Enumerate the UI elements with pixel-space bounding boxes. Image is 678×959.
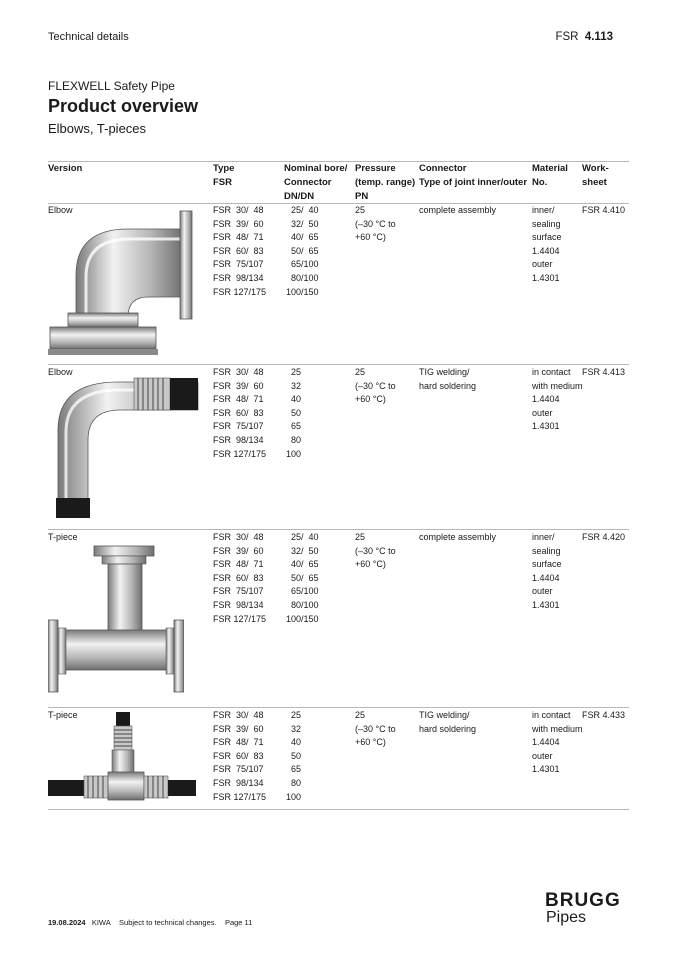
footer-page: Page 11 [224, 918, 253, 927]
row-2-nominal: 25 32 40 50 65 80 100 [286, 367, 302, 459]
row-3-connector: complete assembly [419, 532, 497, 542]
row-1-worksheet: FSR 4.410 [582, 205, 626, 215]
header-section-label: Technical details [48, 31, 129, 43]
row-2-version: Elbow [48, 367, 73, 377]
row-3-pressure: 25 (–30 °C to +60 °C) [355, 532, 396, 570]
product-line: FLEXWELL Safety Pipe [48, 79, 175, 93]
row-2-worksheet: FSR 4.413 [582, 367, 626, 377]
row-4-types: FSR 30/ 48 FSR 39/ 60 FSR 48/ 71 FSR 60/ 83 FSR 75/107 FSR 98/134 FSR 127/175 [213, 710, 267, 802]
t-piece-flanged-image [48, 544, 184, 704]
document-code-prefix: FSR [555, 31, 579, 43]
row-2-pressure: 25 (–30 °C to +60 °C) [355, 367, 396, 405]
col-header-pressure: Pressure (temp. range) PN [355, 163, 416, 202]
elbow-weld-image [48, 370, 200, 520]
row-2-material: in contact with medium 1.4404 outer 1.4301 [532, 367, 583, 432]
row-4-worksheet: FSR 4.433 [582, 710, 626, 720]
row-1-rule [48, 364, 629, 365]
row-3-material: inner/ sealing surface 1.4404 outer 1.4301 [532, 532, 562, 610]
row-4-material: in contact with medium 1.4404 outer 1.4301 [532, 710, 583, 775]
row-4-nominal: 25 32 40 50 65 80 100 [286, 710, 302, 802]
row-3-nominal: 25/ 40 32/ 50 40/ 65 50/ 65 65/100 80/100 100/150 [286, 532, 319, 624]
page-subtitle: Elbows, T-pieces [48, 121, 147, 136]
footer-cert: KIWA [91, 918, 111, 927]
col-header-connector: Connector Type of joint inner/outer [419, 163, 528, 188]
footer-note: Subject to technical changes. [119, 918, 217, 927]
row-1-material: inner/ sealing surface 1.4404 outer 1.4301 [532, 205, 562, 283]
col-header-material: Material No. [532, 163, 568, 188]
row-2-connector: TIG welding/ hard soldering [419, 367, 477, 391]
row-3-version: T-piece [48, 532, 78, 542]
row-1-pressure: 25 (–30 °C to +60 °C) [355, 205, 396, 243]
row-1-nominal: 25/ 40 32/ 50 40/ 65 50/ 65 65/100 80/100 100/150 [286, 205, 319, 297]
footer [48, 918, 252, 927]
row-1-version: Elbow [48, 205, 73, 215]
document-code-number: 4.113 [584, 31, 613, 43]
elbow-flanged-image [48, 205, 198, 357]
brugg-logo: BRUGG [545, 890, 621, 911]
row-1-types: FSR 30/ 48 FSR 39/ 60 FSR 48/ 71 FSR 60/ 83 FSR 75/107 FSR 98/134 FSR 127/175 [213, 205, 267, 297]
table-bottom-rule [48, 809, 629, 810]
page-title: Product overview [48, 96, 199, 116]
row-1-connector: complete assembly [419, 205, 497, 215]
row-3-types: FSR 30/ 48 FSR 39/ 60 FSR 48/ 71 FSR 60/ 83 FSR 75/107 FSR 98/134 FSR 127/175 [213, 532, 267, 624]
col-header-nominal-bore: Nominal bore/ Connector DN/DN [284, 163, 348, 202]
row-4-connector: TIG welding/ hard soldering [419, 710, 477, 734]
footer-date: 19.08.2024 [48, 918, 86, 927]
brugg-logo-subtext: Pipes [546, 909, 587, 926]
col-header-version: Version [48, 163, 83, 174]
col-header-worksheet: Work- sheet [582, 163, 609, 188]
col-header-type: Type FSR [213, 163, 235, 188]
t-piece-weld-image [48, 712, 198, 802]
row-2-types: FSR 30/ 48 FSR 39/ 60 FSR 48/ 71 FSR 60/ 83 FSR 75/107 FSR 98/134 FSR 127/175 [213, 367, 267, 459]
row-4-version: T-piece [48, 710, 78, 720]
document-code [555, 31, 613, 43]
row-4-pressure: 25 (–30 °C to +60 °C) [355, 710, 396, 748]
row-3-worksheet: FSR 4.420 [582, 532, 626, 542]
row-3-rule [48, 707, 629, 708]
row-2-rule [48, 529, 629, 530]
